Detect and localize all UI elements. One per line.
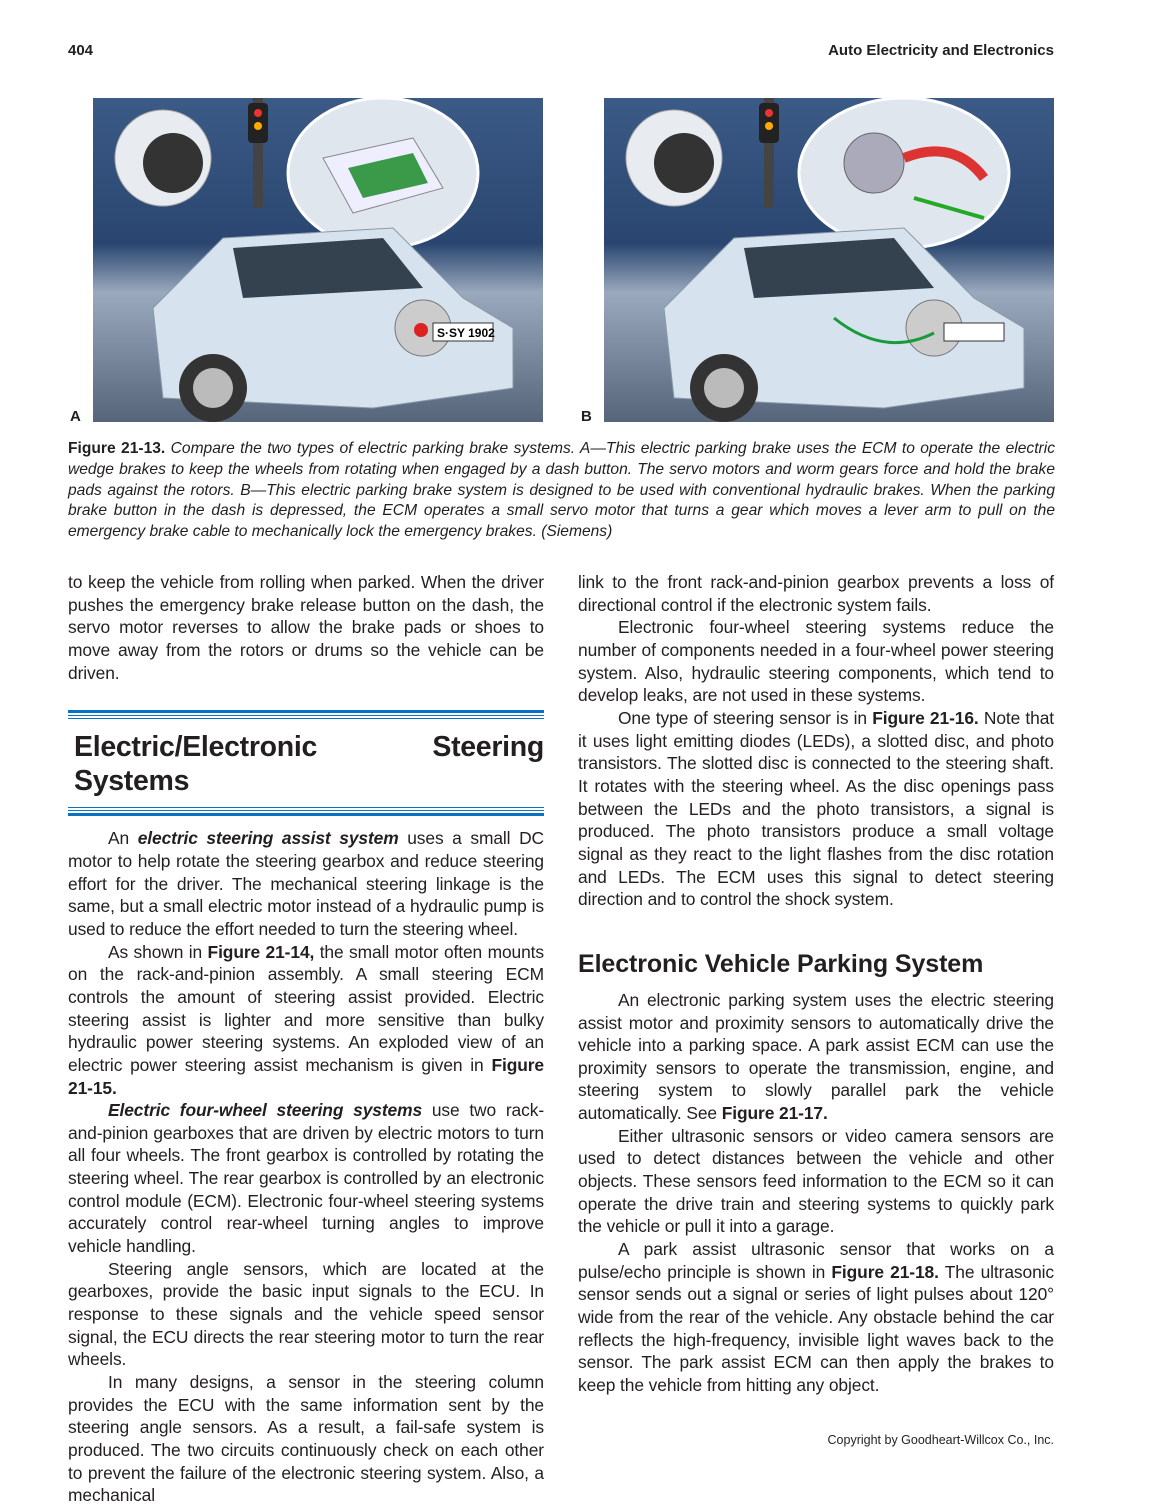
- right-paragraphs: [578, 989, 1054, 1397]
- body-paragraph: [68, 1099, 544, 1258]
- caption-text: Compare the two types of electric parking brake systems. A—This electric parking brake uses the ECM to operate the electric wedge brakes to keep the wheels from rotating when engaged by a dash button. The servo motors and worm gears force and hold the brake pads against the rotors. B—This electric parking brake system is designed to be used with conventional hydraulic brakes. When the parking brake button in the dash is depressed, the ECM operates a small servo motor that turns a gear which moves a lever arm to pull on the emergency brake cable to mechanically lock the emergency brakes. (Siemens): [68, 440, 1055, 541]
- body-paragraph: [578, 989, 1054, 1125]
- text-run: An: [108, 828, 138, 849]
- body-paragraph: [68, 827, 544, 940]
- figure-a-illustration: [93, 98, 543, 422]
- right-intro: [578, 571, 1054, 911]
- copyright-footer: Copyright by Goodheart-Willcox Co., Inc.: [827, 1433, 1054, 1447]
- text-run: As shown in: [108, 941, 208, 962]
- figure-reference: Figure 21-18.: [831, 1261, 939, 1282]
- text-run: the small motor often mounts on the rack-and-pinion assembly. A small steering ECM controls the amount of steering assist provided. Electric steering assist is lighter and more sensitive than bulky hydraulic power steering systems. An exploded view of an electric power steering assist mechanism is given in: [68, 941, 544, 1075]
- figure-reference: Figure 21-15.: [68, 1054, 544, 1098]
- body-paragraph: [68, 1371, 544, 1507]
- figure-reference: Figure 21-14,: [207, 941, 315, 962]
- figure-b-illustration: [604, 98, 1054, 422]
- text-run: A park assist ultrasonic sensor that works on a pulse/echo principle is shown in: [578, 1239, 1054, 1282]
- figure-reference: Figure 21-16.: [872, 707, 979, 728]
- text-run: Note that it uses light emitting diodes (LEDs), a slotted disc, and photo transistors. The slotted disc is connected to the steering shaft. It rotates with the steering wheel. As the disc openings pass between the LEDs and the photo transistors, a signal is produced. The photo transistors produce a small voltage signal as they react to the light flashes from the disc rotation and LEDs. The ECM uses this signal to detect steering direction and to control the shock system.: [578, 707, 1055, 910]
- body-paragraph: [578, 1238, 1054, 1397]
- license-plate: S·SY 1902: [437, 326, 495, 340]
- text-run: Either ultrasonic sensors or video camera sensors are used to detect distances between the vehicle and other objects. These sensors feed information to the ECM so it can operate the drive train and steering systems to quickly park the vehicle or pull it into a garage.: [578, 1125, 1054, 1237]
- body-paragraph: [68, 1258, 544, 1371]
- figure-b-label: B: [581, 408, 592, 425]
- key-term: electric steering assist system: [137, 828, 399, 849]
- subsection-heading: Electronic Vehicle Parking System: [578, 949, 984, 978]
- body-paragraph: [578, 707, 1054, 911]
- page-number: 404: [68, 42, 94, 59]
- text-run: In many designs, a sensor in the steering column provides the ECU with the same information sent by the steering angle sensors. As a result, a fail-safe system is produced. The two circuits continuously check on each other to prevent the failure of the electronic steering system. Also, a mechanical: [68, 1372, 544, 1506]
- section-heading: Electric/Electronic Steering Systems: [74, 731, 544, 798]
- body-paragraph: [68, 941, 544, 1100]
- figure-reference: Figure 21-17.: [721, 1103, 828, 1124]
- text-run: use two rack-and-pinion gearboxes that are driven by electric motors to turn all four wheels. The front gearbox is controlled by rotating the steering wheel. The rear gearbox is controlled by an electronic control module (ECM). Electronic four-wheel steering systems accurately control rear-wheel turning angles to improve vehicle handling.: [68, 1100, 545, 1257]
- body-paragraph: [578, 571, 1054, 616]
- text-run: One type of steering sensor is in: [618, 707, 873, 728]
- text-run: The ultrasonic sensor sends out a signal or series of light pulses about 120° wide from the rear of the vehicle. Any obstacle behind the car reflects the high-frequency, invisible light waves back to the sensor. The park assist ECM can then apply the brakes to keep the vehicle from hitting any object.: [578, 1261, 1055, 1395]
- left-column: [68, 571, 544, 1507]
- figure-a-label: A: [70, 408, 81, 425]
- text-run: uses a small DC motor to help rotate the steering gearbox and reduce steering effort for the driver. The mechanical steering linkage is the same, but a small electric motor instead of a hydraulic pump is used to reduce the effort needed to turn the steering wheel.: [68, 828, 544, 939]
- text-run: to keep the vehicle from rolling when parked. When the driver pushes the emergency brake release button on the dash, the servo motor reverses to allow the brake pads or shoes to move away from the rotors or drums so the vehicle can be driven.: [68, 572, 544, 683]
- text-run: An electronic parking system uses the electric steering assist motor and proximity sensors to automatically drive the vehicle into a parking space. A park assist ECM can use the proximity sensors to operate the transmission, engine, and steering system to slowly parallel park the vehicle automatically. See: [578, 989, 1054, 1124]
- left-paragraphs: [68, 827, 544, 1507]
- caption-label: Figure 21-13.: [68, 440, 166, 457]
- figure-caption: [68, 439, 1055, 543]
- text-run: Steering angle sensors, which are located at the gearboxes, provide the basic input signals to the ECU. In response to these signals and the vehicle speed sensor signal, the ECU directs the rear steering motor to turn the rear wheels.: [68, 1258, 544, 1370]
- left-intro: [68, 571, 544, 684]
- text-run: Electronic four-wheel steering systems reduce the number of components needed in a four-wheel power steering system. Also, hydraulic steering components, which tend to develop leaks, are not used in these systems.: [578, 617, 1054, 706]
- body-paragraph: [578, 616, 1054, 707]
- text-run: link to the front rack-and-pinion gearbox prevents a loss of directional control if the electronic system fails.: [578, 572, 1054, 615]
- right-column: [578, 571, 1054, 1397]
- key-term: Electric four-wheel steering systems: [108, 1100, 423, 1121]
- section-heading-box: [68, 715, 544, 811]
- book-title: Auto Electricity and Electronics: [828, 42, 1054, 59]
- body-paragraph: [578, 1125, 1054, 1238]
- body-paragraph: [68, 571, 544, 684]
